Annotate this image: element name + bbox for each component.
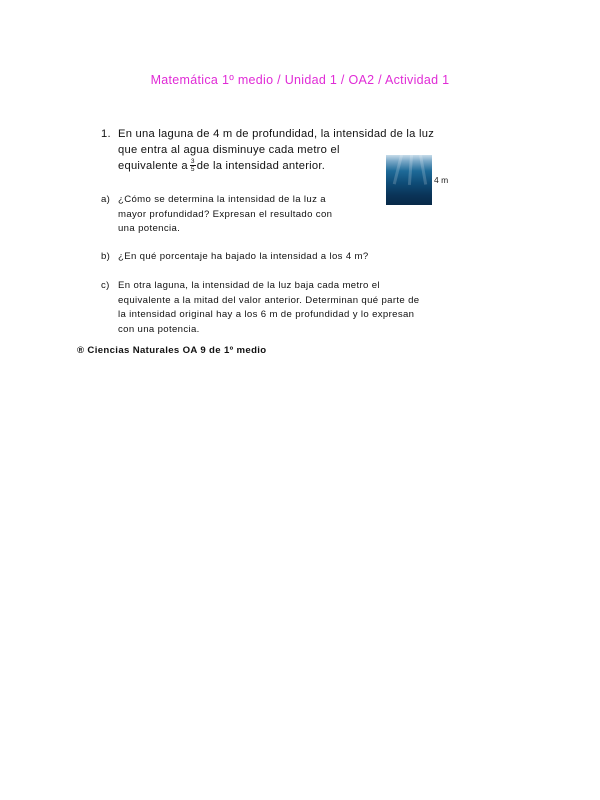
- subquestion-a-line-3: una potencia.: [118, 223, 181, 234]
- subquestion-mark: a): [101, 194, 111, 205]
- fraction-numerator: 3: [190, 157, 195, 165]
- question-number: 1.: [101, 128, 111, 140]
- subquestion-c-text: [118, 279, 420, 337]
- subquestion-c-line-2: equivalente a la mitad del valor anterior. Determinan qué parte de: [118, 294, 420, 306]
- subquestion-b-text: [118, 250, 369, 265]
- depth-label: 4 m: [434, 175, 449, 185]
- subquestion-mark: c): [101, 280, 110, 291]
- question-1-line-1: En una laguna de 4 m de profundidad, la intensidad de la luz: [118, 128, 435, 140]
- fraction-denominator: 5: [190, 165, 195, 173]
- subquestion-a-line-1: ¿Cómo se determina la intensidad de la luz a: [118, 194, 326, 205]
- subquestion-a-text: [118, 193, 332, 237]
- subquestion-a-line-2: mayor profundidad? Expresan el resultado con: [118, 208, 333, 220]
- subquestion-c-line-4: con una potencia.: [118, 323, 200, 335]
- question-1-line-3-start: equivalente a: [118, 160, 188, 172]
- subquestion-c-line-3: la intensidad original hay a los 6 m de profundidad y lo expresan: [118, 309, 415, 320]
- subquestion-c-line-1: En otra laguna, la intensidad de la luz baja cada metro el: [118, 280, 380, 291]
- subquestion-mark: b): [101, 251, 111, 262]
- fraction-three-fifths: [190, 158, 196, 173]
- light-ray: [393, 155, 403, 184]
- footer-reference: ® Ciencias Naturales OA 9 de 1º medio: [77, 345, 267, 356]
- question-1-line-3-end: de la intensidad anterior.: [196, 160, 326, 172]
- subquestion-b-line-1: ¿En qué porcentaje ha bajado la intensidad a los 4 m?: [118, 251, 369, 262]
- light-ray: [408, 155, 413, 185]
- question-1-line-2: que entra al agua disminuye cada metro el: [118, 144, 340, 156]
- page-title: Matemática 1º medio / Unidad 1 / OA2 / Actividad 1: [150, 73, 450, 87]
- underwater-image: [386, 155, 432, 205]
- light-ray: [419, 155, 427, 185]
